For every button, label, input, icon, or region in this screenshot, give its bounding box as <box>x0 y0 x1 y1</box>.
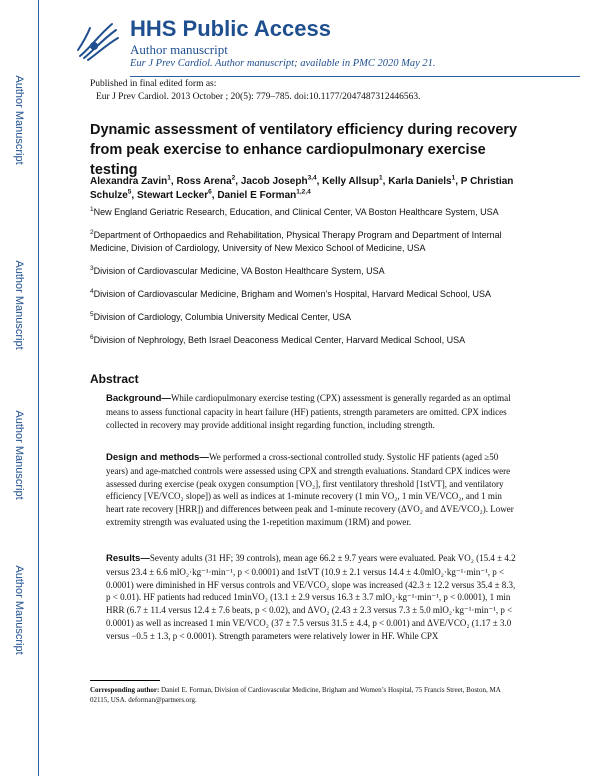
author[interactable]: Ross Arena$^2$ <box>176 174 236 187</box>
affiliation: $^1$New England Geriatric Research, Education, and Clinical Center, VA Boston Healthcare System, USA <box>90 206 499 217</box>
author[interactable]: Karla Daniels$^1$ <box>388 174 456 187</box>
side-label: Author Manuscript <box>13 565 25 655</box>
header-rule <box>130 76 580 77</box>
author[interactable]: Stewart Lecker$^6$ <box>136 188 212 201</box>
sidebar-divider <box>38 0 39 776</box>
affiliation: $^4$Division of Cardiovascular Medicine, Brigham and Women’s Hospital, Harvard Medical School, USA <box>90 287 491 299</box>
abstract-heading: Abstract <box>90 372 139 386</box>
hhs-title: HHS Public Access <box>130 16 331 41</box>
hhs-eagle-icon <box>72 16 122 66</box>
availability-line: Eur J Prev Cardiol. Author manuscript; available in PMC 2020 May 21. <box>130 58 436 69</box>
author[interactable]: Kelly Allsup$^1$ <box>322 174 383 187</box>
manuscript-subtitle: Author manuscript <box>130 42 228 57</box>
abstract-results: Results—Seventy adults (31 HF; 39 controls), mean age 66.2 ± 9.7 years were evaluated. Peak VO₂ (15.4 ± 4.2 versus 23.4 ± 6.6 mlO₂·kg⁻¹·min⁻¹, p < 0.0001) and 1stVT (10.9 ± 2.1 versus 14.4 ± 4.0mlO₂·kg⁻¹·min⁻¹, p < 0.0001) were diminished in HF versus controls and VE/VCO₂ slope was increased (42.3 ± 12.2 versus 35.4 ± 8.3, p < 0.01). HF patients had reduced 1minVO₂ (13.1 ± 2.9 versus 16.3 ± 3.7 mlO₂·kg⁻¹·min⁻¹, p < 0.0001), 1 min HRR (6.7 ± 11.4 versus 12.4 ± 7.6 beats, p < 0.02), and ΔVO₂ (2.43 ± 2.3 versus 7.3 ± 5.0 mlO₂·kg⁻¹·min⁻¹, p < 0.0001) as well as increased 1 min VE/VCO₂ (37 ± 7.5 versus 31.5 ± 4.4, p < 0.001) and ΔVE/VCO₂ (1.17 ± 3.0 versus −0.5 ± 1.3, p < 0.0001). Strength parameters were relatively lower in HF. While CPX <box>106 553 516 641</box>
side-label: Author Manuscript <box>13 75 25 165</box>
published-in-label: Published in final edited form as: <box>90 79 217 89</box>
author[interactable]: Jacob Joseph$^{3,4}$ <box>240 174 317 187</box>
side-label: Author Manuscript <box>13 410 25 500</box>
side-label: Author Manuscript <box>13 260 25 350</box>
corresponding-author-note: Corresponding author: Daniel E. Forman, Division of Cardiovascular Medicine, Brigham and Women’s Hospital, 75 Francis Street, Boston, MA 02115, USA. deforman@partners.org. <box>90 686 501 704</box>
footnote-rule <box>90 680 160 681</box>
abstract-background: Background—While cardiopulmonary exercise testing (CPX) assessment is generally regarded as an optimal means to assess functional capacity in heart failure (HF) patients, strength parameters are omitted. CPX indices collected in recovery may provide additional insight regarding function, including strength. <box>106 393 511 430</box>
author-list: Alexandra Zavin$^1$, Ross Arena$^2$, Jacob Joseph$^{3,4}$, Kelly Allsup$^1$, Karla Daniels$^1$, P Christian Schulze$^5$, Stewart Lecker$^6$, Daniel E Forman$^{1,2,4}$ <box>90 174 514 201</box>
affiliation: $^5$Division of Cardiology, Columbia University Medical Center, USA <box>90 310 352 322</box>
author[interactable]: Daniel E Forman$^{1,2,4}$ <box>217 188 311 201</box>
affiliation: $^6$Division of Nephrology, Beth Israel Deaconess Medical Center, Harvard Medical School, USA <box>90 333 466 345</box>
affiliation: $^3$Division of Cardiovascular Medicine, VA Boston Healthcare System, USA <box>90 264 385 276</box>
sidebar <box>0 0 38 776</box>
author[interactable]: Alexandra Zavin$^1$ <box>90 174 171 187</box>
affiliation: $^2$Department of Orthopaedics and Rehabilitation, Physical Therapy Program and Department of Internal Medicine, Division of Cardiology, University of New Mexico School of Medicine, USA <box>90 229 502 253</box>
author[interactable]: P Christian Schulze$^5$ <box>90 176 514 201</box>
abstract-design-methods: Design and methods—We performed a cross-sectional controlled study. Systolic HF patients (aged ≥50 years) and age-matched controls were assessed using CPX and strength evaluations. Standard CPX indices were assessed during exercise (peak oxygen consumption [VO₂], first ventilatory threshold [1stVT], and ventilatory efficiency [VE/VCO₂ slope]) as well as indices at 1-minute recovery (1 min VO₂, 1 min VE/VCO₂, and 1 min heart rate recovery [HRR]) and differences between peak and 1-minute recovery (ΔVO₂ and ΔVE/VCO₂). Lower extremity strength was evaluated using the 1-repetition maximum (1RM) and power. <box>106 452 514 527</box>
article-title: Dynamic assessment of ventilatory efficiency during recovery from peak exercise to enhance cardiopulmonary exercise testing <box>90 122 518 178</box>
citation: Eur J Prev Cardiol. 2013 October ; 20(5): 779–785. doi:10.1177/2047487312446563. <box>96 92 421 102</box>
affiliation-list <box>90 206 520 357</box>
publication-info <box>90 78 420 104</box>
header <box>70 10 580 75</box>
